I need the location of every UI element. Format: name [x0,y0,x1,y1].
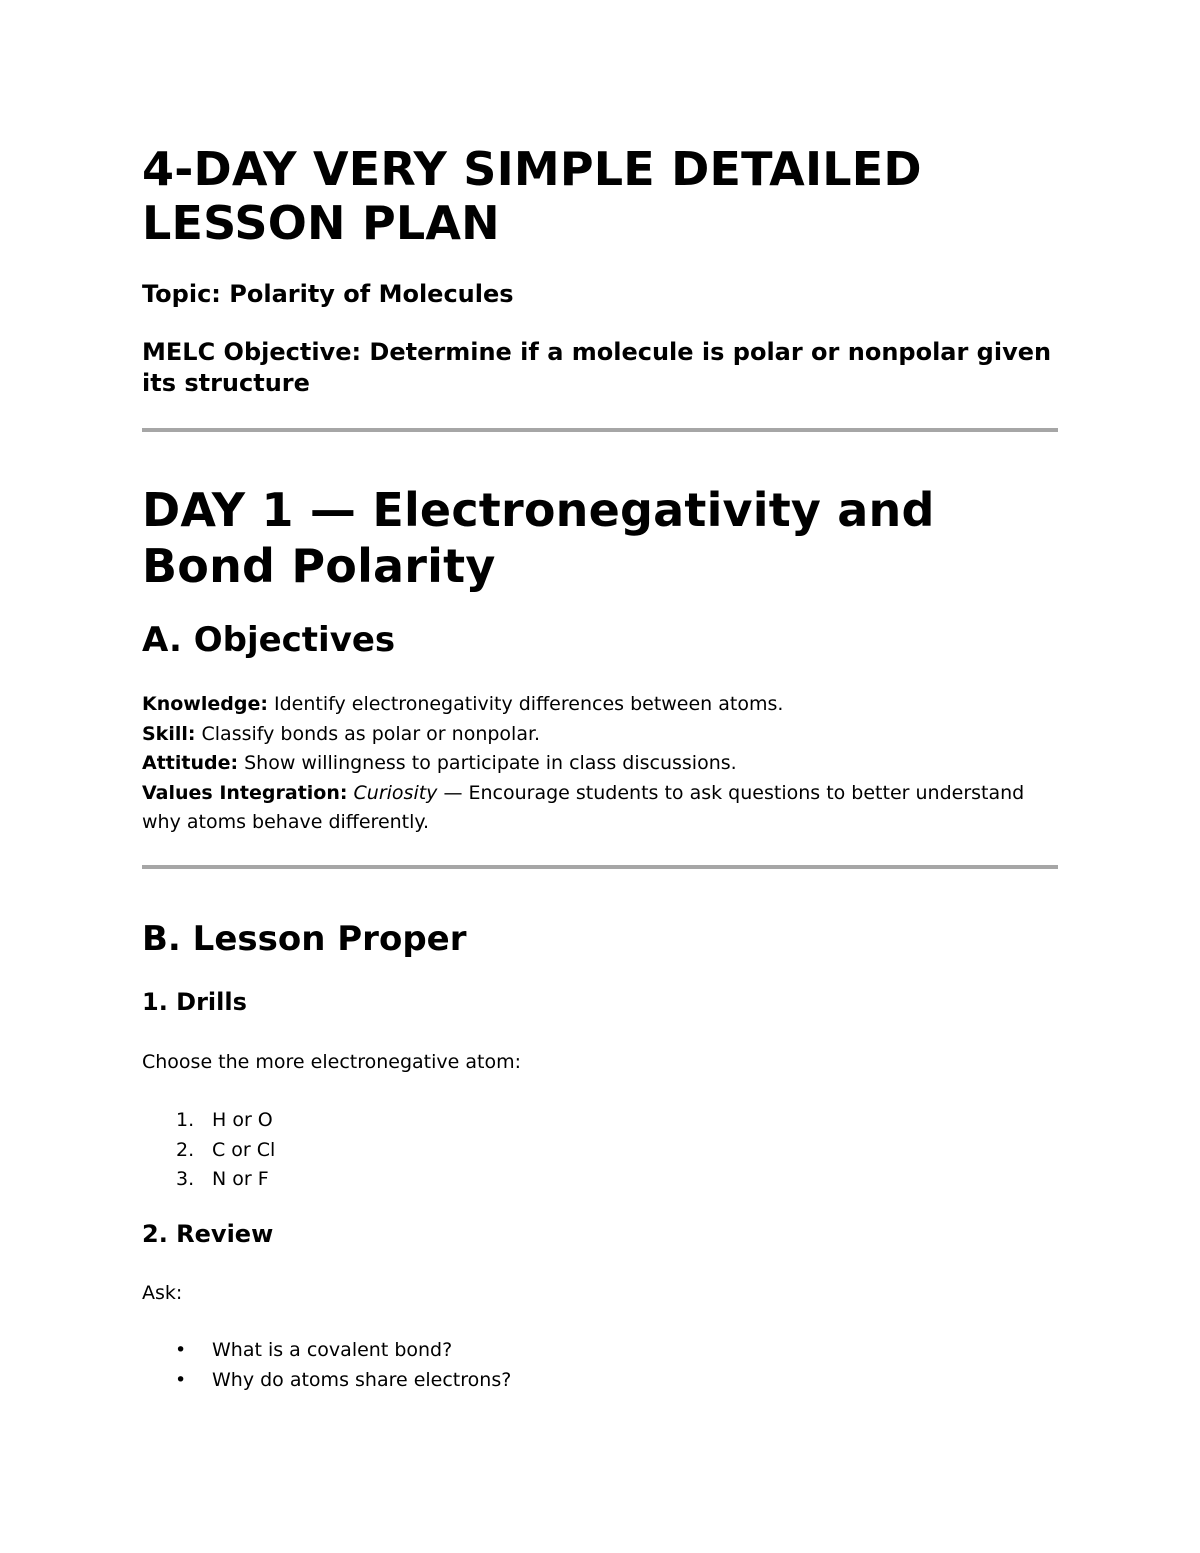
objective-label: Skill: [142,722,196,745]
document-title: 4-DAY VERY SIMPLE DETAILED LESSON PLAN [142,142,922,250]
objective-text: Show willingness to participate in class discussions. [238,752,737,774]
list-item-text: H or O [212,1109,273,1131]
list-number: 3. [176,1168,195,1190]
topic-line: Topic: Polarity of Molecules [142,280,514,308]
day1-heading: DAY 1 — Electronegativity and Bond Polarity [142,483,935,593]
horizontal-divider [142,428,1058,432]
objective-label: Attitude: [142,752,239,774]
objective-values [142,779,1058,838]
objectives-heading: A. Objectives [142,620,396,660]
bullet-icon: • [175,1368,187,1391]
list-item [142,1136,1058,1166]
drills-list [142,1106,1058,1195]
lesson-proper-heading: B. Lesson Proper [142,919,467,959]
objective-text: — Encourage students to ask questions to better understand why atoms behave differently. [142,781,1025,833]
objective-knowledge [142,690,1058,720]
objective-text: Classify bonds as polar or nonpolar. [195,722,541,745]
objective-text: Identify electronegativity differences between atoms. [267,693,784,715]
list-item-text: Why do atoms share electrons? [212,1368,512,1391]
values-emphasis: Curiosity [353,781,438,804]
list-number: 2. [176,1138,195,1161]
horizontal-divider [142,865,1058,869]
objective-attitude [142,749,1058,779]
drills-heading: 1. Drills [142,988,247,1016]
list-item-text: C or Cl [212,1138,276,1161]
bullet-icon: • [175,1339,187,1361]
review-instruction: Ask: [142,1282,183,1304]
list-item [142,1165,1058,1195]
list-item [142,1336,1058,1366]
list-number: 1. [176,1109,195,1131]
melc-objective: MELC Objective: Determine if a molecule is polar or nonpolar given its structure [142,338,1052,397]
list-item [142,1106,1058,1136]
objective-label: Values Integration: [142,781,348,804]
objectives-list [142,690,1058,838]
objective-skill [142,720,1058,750]
review-list [142,1336,1058,1395]
list-item [142,1366,1058,1396]
drills-instruction: Choose the more electronegative atom: [142,1051,521,1073]
list-item-text: What is a covalent bond? [212,1339,453,1361]
objective-label: Knowledge: [142,693,268,715]
review-heading: 2. Review [142,1220,274,1248]
list-item-text: N or F [212,1168,269,1190]
